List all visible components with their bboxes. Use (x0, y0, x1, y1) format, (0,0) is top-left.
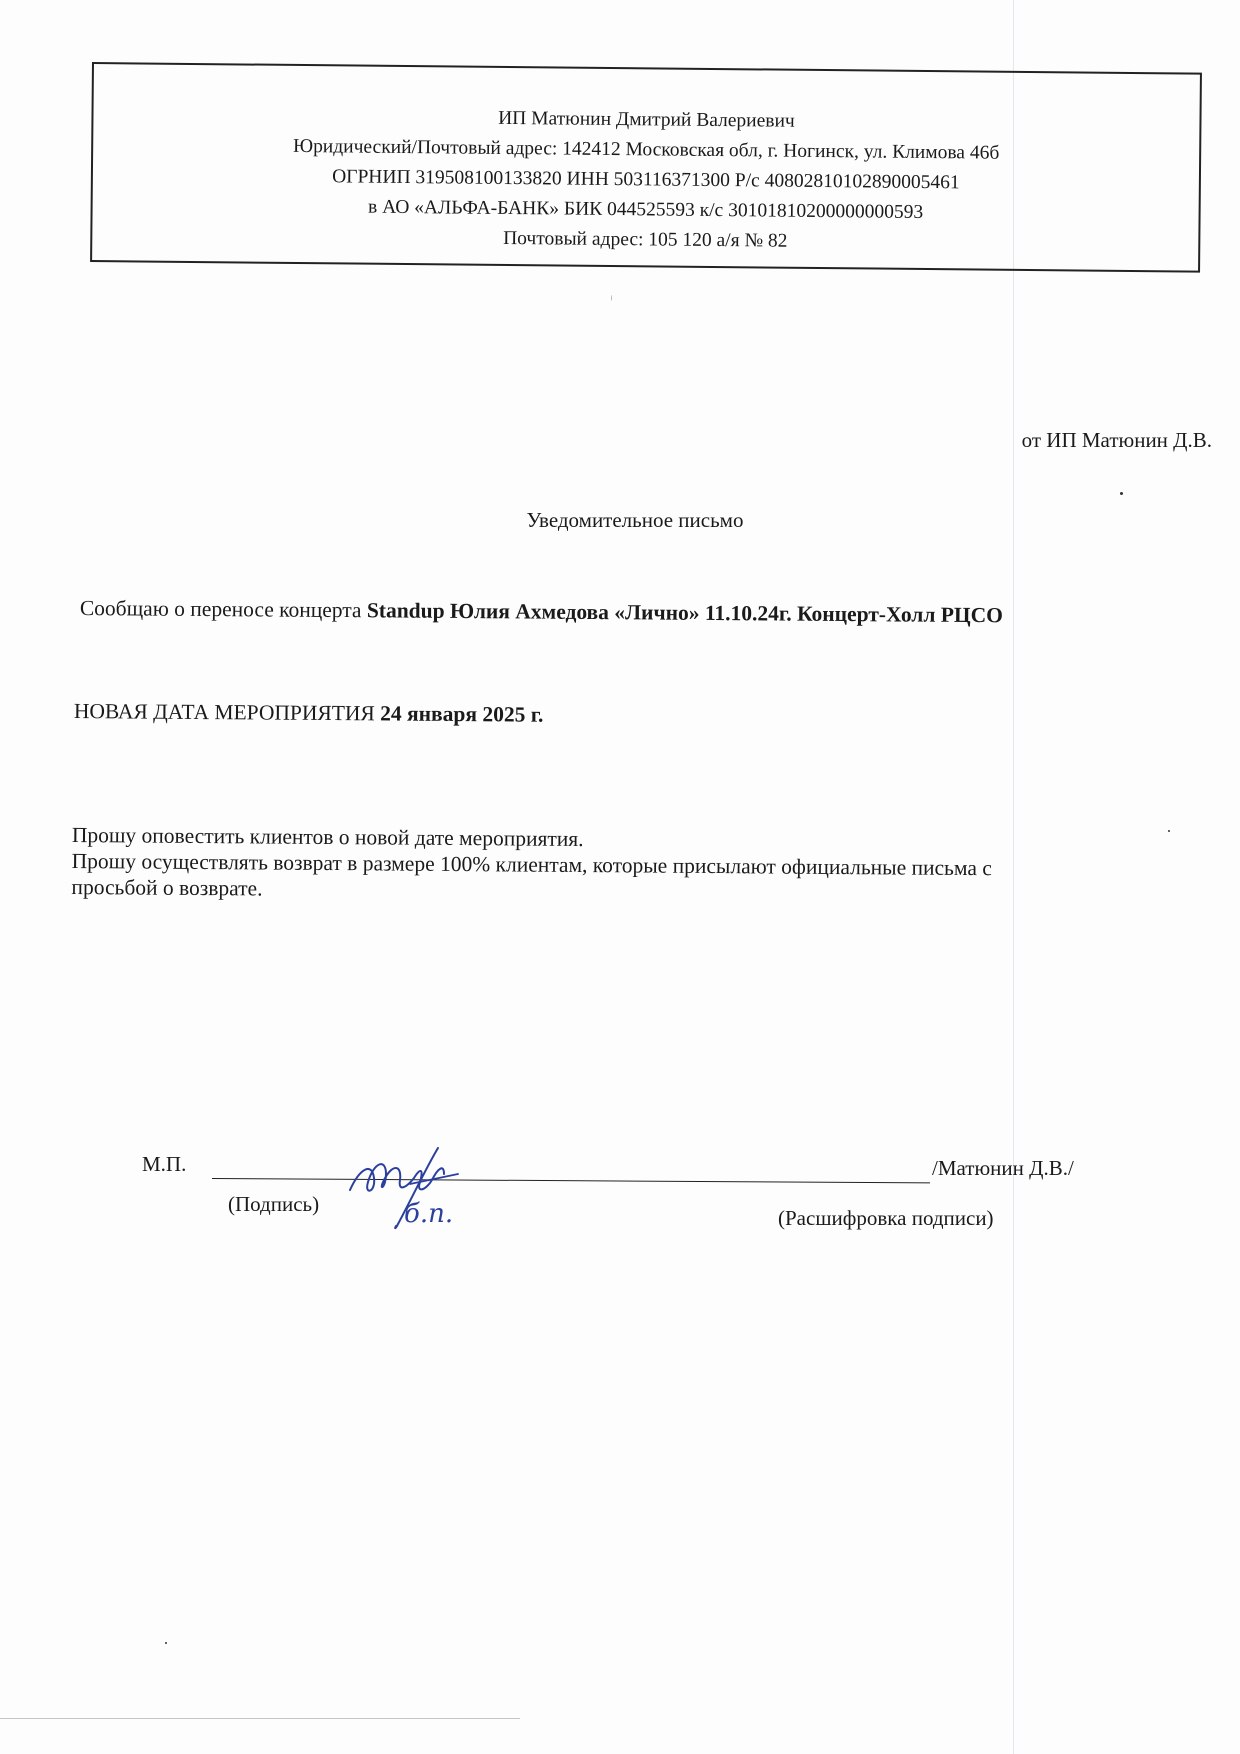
letterhead-name: ИП Матюнин Дмитрий Валериевич (498, 107, 795, 132)
document-title: Уведомительное письмо (526, 508, 744, 532)
letterhead-bank: в АО «АЛЬФА-БАНК» БИК 044525593 к/с 30101810200000000593 (367, 196, 924, 223)
signer-name: /Матюнин Д.В./ (932, 1156, 1074, 1180)
sender-line: от ИП Матюнин Д.В. (1021, 428, 1212, 452)
concert-prefix: Сообщаю о переносе концерта (79, 595, 367, 623)
letterhead-registration: ОГРНИП 319508100133820 ИНН 503116371300 Р/с 40802810102890005461 (332, 166, 960, 194)
scan-speck (165, 1642, 167, 1644)
concert-event: Standup Юлия Ахмедова «Лично» 11.10.24г. Концерт-Холл РЦСО (366, 598, 1004, 628)
handwritten-note: б.п. (404, 1199, 454, 1229)
scan-speck (1168, 830, 1170, 832)
new-date-prefix: НОВАЯ ДАТА МЕРОПРИЯТИЯ (73, 698, 381, 726)
letterhead-address: Юридический/Почтовый адрес: 142412 Московская обл, г. Ногинск, ул. Климова 46б (292, 135, 1000, 164)
signer-name-caption: (Расшифровка подписи) (778, 1206, 994, 1230)
request-paragraph (71, 822, 992, 907)
concert-paragraph (80, 595, 1003, 628)
letterhead-postal: Почтовый адрес: 105 120 а/я № 82 (503, 227, 788, 252)
signature-block (142, 1148, 1102, 1238)
request-line-3: просьбой о возврате. (71, 874, 263, 901)
scan-artifact-bottom-line (0, 1718, 520, 1719)
handwritten-signature (340, 1138, 520, 1238)
request-line-2: Прошу осуществлять возврат в размере 100% клиентам, которые присылают официальные письма с (71, 848, 992, 881)
letterhead-box (90, 62, 1202, 273)
new-date-paragraph (74, 698, 544, 728)
signature-line (212, 1178, 930, 1183)
stamp-place-label: М.П. (142, 1152, 187, 1176)
new-date-value: 24 января 2025 г. (380, 701, 544, 727)
signature-caption: (Подпись) (228, 1192, 320, 1216)
request-line-1: Прошу оповестить клиентов о новой дате мероприятия. (71, 822, 584, 852)
scan-speck (1120, 492, 1123, 495)
scan-speck (611, 295, 612, 301)
